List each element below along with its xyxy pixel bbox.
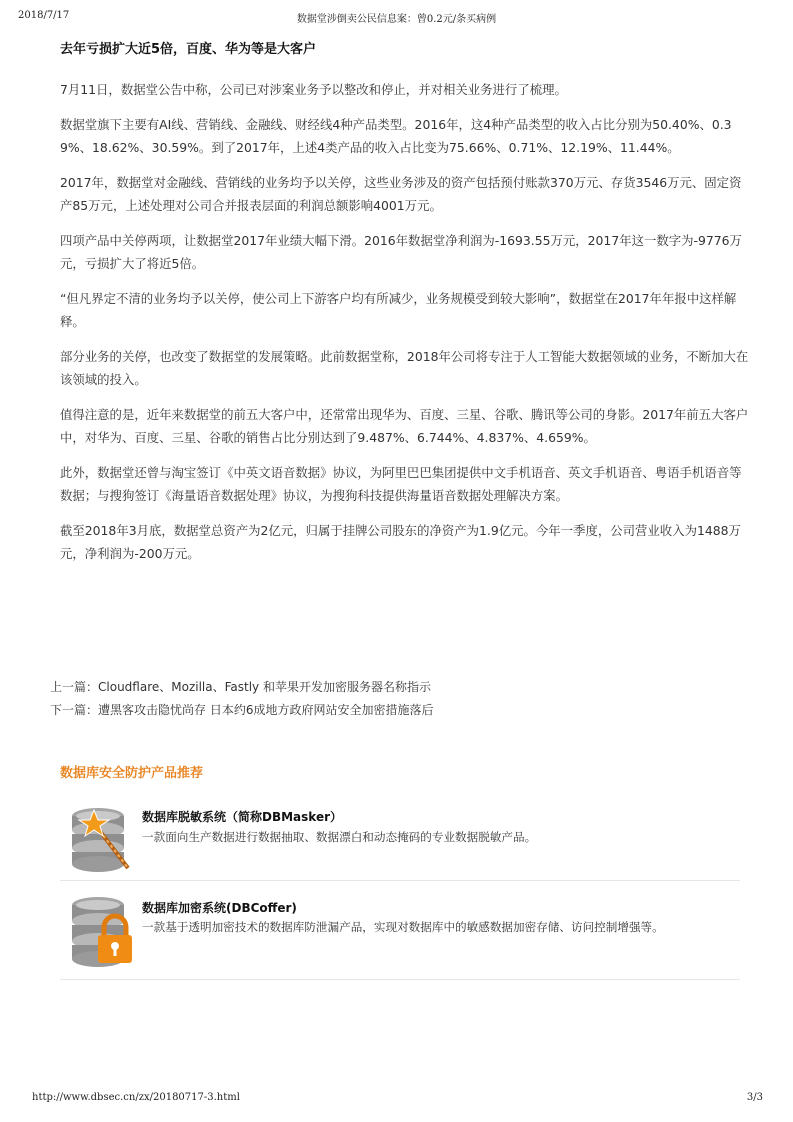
recommend-title: 数据库安全防护产品推荐 [60,766,204,781]
database-magic-wand-icon [66,802,138,878]
next-article [50,699,750,722]
print-url: http://www.dbsec.cn/zx/20180717-3.html [32,1092,240,1103]
product-item-dbcoffer[interactable] [60,889,740,980]
product-recommendations [60,764,740,980]
paragraph: 2017年，数据堂对金融线、营销线的业务均予以关停，这些业务涉及的资产包括预付账款370万元、存货3546万元、固定资产85万元，上述处理对公司合并报表层面的利润总额影响4001万元。 [60,175,742,213]
product-item-dbmasker[interactable] [60,798,740,881]
next-label: 下一篇： [50,703,99,717]
prev-article [50,676,750,699]
paragraph: “但凡界定不清的业务均予以关停，使公司上下游客户均有所减少，业务规模受到较大影响”，数据堂在2017年年报中这样解释。 [60,291,737,329]
section-heading: 去年亏损扩大近5倍，百度、华为等是大客户 [60,42,317,57]
paragraph: 部分业务的关停，也改变了数据堂的发展策略。此前数据堂称，2018年公司将专注于人工智能大数据领域的业务，不断加大在该领域的投入。 [60,349,749,387]
print-header [0,10,793,30]
next-article-link[interactable]: 遭黑客攻击隐忧尚存 日本约6成地方政府网站安全加密措施落后 [98,703,434,717]
product-description: 一款面向生产数据进行数据抽取、数据漂白和动态掩码的专业数据脱敏产品。 [142,830,537,844]
database-lock-icon [66,893,138,969]
print-footer [0,1092,793,1112]
print-title: 数据堂涉倒卖公民信息案：曾0.2元/条买病例 [296,14,497,25]
paragraph: 截至2018年3月底，数据堂总资产为2亿元，归属于挂牌公司股东的净资产为1.9亿元。今年一季度，公司营业收入为1488万元，净利润为-200万元。 [60,523,741,561]
product-description: 一款基于透明加密技术的数据库防泄漏产品，实现对数据库中的敏感数据加密存储、访问控制增强等。 [142,920,664,934]
prev-article-link[interactable]: Cloudflare、Mozilla、Fastly 和苹果开发加密服务器名称指示 [98,680,431,694]
paragraph: 7月11日，数据堂公告中称，公司已对涉案业务予以整改和停止，并对相关业务进行了梳理。 [60,82,567,97]
article-body [60,40,750,577]
page-number: 3/3 [746,1092,763,1103]
paragraph: 四项产品中关停两项，让数据堂2017年业绩大幅下滑。2016年数据堂净利润为-1693.55万元，2017年这一数字为-9776万元，亏损扩大了将近5倍。 [60,233,742,271]
print-date: 2018/7/17 [18,10,70,21]
paragraph: 值得注意的是，近年来数据堂的前五大客户中，还常常出现华为、百度、三星、谷歌、腾讯等公司的身影。2017年前五大客户中，对华为、百度、三星、谷歌的销售占比分别达到了9.487%、6.744%、4.837%、4.659%。 [60,407,749,445]
product-name[interactable]: 数据库脱敏系统（简称DBMasker） [142,810,343,824]
prev-next-nav [50,676,750,722]
product-name[interactable]: 数据库加密系统(DBCoffer) [142,901,297,915]
paragraph: 数据堂旗下主要有AI线、营销线、金融线、财经线4种产品类型。2016年，这4种产品类型的收入占比分别为50.40%、0.39%、18.62%、30.59%。到了2017年，上述4类产品的收入占比变为75.66%、0.71%、12.19%、11.44%。 [60,117,732,155]
prev-label: 上一篇： [50,680,99,694]
paragraph: 此外，数据堂还曾与淘宝签订《中英文语音数据》协议，为阿里巴巴集团提供中文手机语音、英文手机语音、粤语手机语音等数据；与搜狗签订《海量语音数据处理》协议，为搜狗科技提供海量语音数据处理解决方案。 [60,465,742,503]
